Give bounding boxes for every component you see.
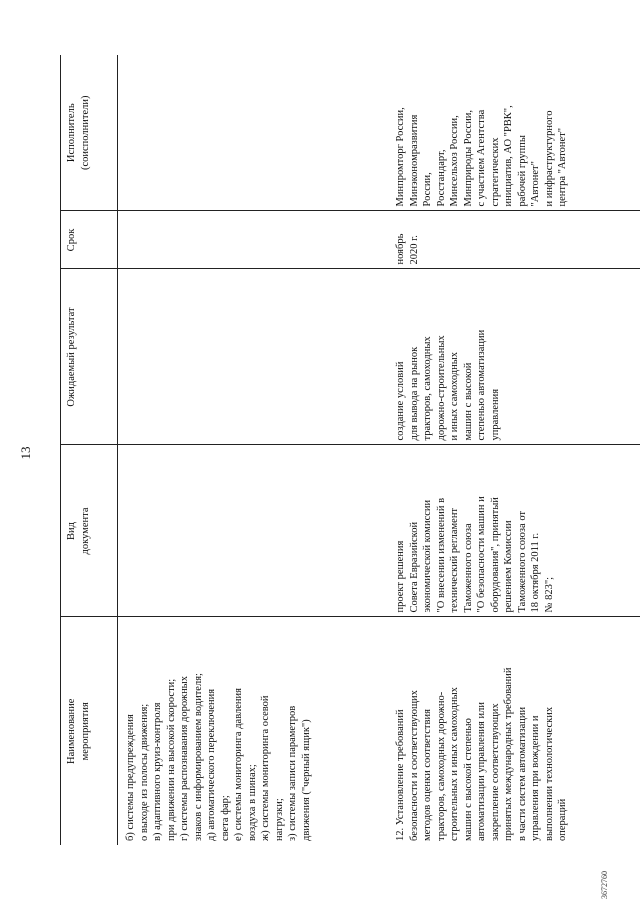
- header-result: Ожидаемый результат: [61, 269, 118, 445]
- cell-result: [118, 269, 387, 445]
- header-name: Наименование мероприятия: [61, 617, 118, 845]
- cell-term: ноябрь 2020 г.: [386, 211, 640, 269]
- cell-term: [118, 211, 387, 269]
- table-row: [386, 55, 640, 845]
- cell-executor: Минпромторг России, Минэкономразвития России, Росстандарт, Минсельхоз России, Минприроды России, с участием Агентства стратегических инициатив, АО "РВК", рабочей группы "Автонет" и инфраструктурного центра "Автонет": [386, 55, 640, 211]
- header-doc-type: Вид документа: [61, 445, 118, 617]
- header-term: Срок: [61, 211, 118, 269]
- page-number: 13: [18, 446, 33, 460]
- document-page: [0, 3, 640, 903]
- document-code: 3672760: [600, 871, 609, 899]
- cell-doc-type: проект решения Совета Евразийской экономической комиссии "О внесении изменений в технический регламент Таможенного союза "О безопасности машин и оборудования", принятый решением Комиссии Таможенного союза от 18 октября 2011 г. № 823";: [386, 445, 640, 617]
- measures-table: [60, 55, 640, 845]
- cell-executor: [118, 55, 387, 211]
- cell-doc-type: [118, 445, 387, 617]
- cell-result: создание условий для вывода на рынок тракторов, самоходных дорожно-строительных и иных самоходных машин с высокой степенью автоматизации управления: [386, 269, 640, 445]
- table-row: [118, 55, 387, 845]
- cell-name: 12. Установление требований безопасности и соответствующих методов оценки соответствия тракторов, самоходных дорожно- строительных и иных самоходных машин с высокой степенью автоматизации управления или закрепление соответствующих принятых международных требований в части систем автоматизации управления при вождении и выполнении технологических операций: [395, 667, 568, 841]
- cell-name: б) системы предупреждения о выходе из полосы движения; в) адаптивного круиз-контроля при движении на высокой скорости; г) системы распознавания дорожных знаков с информированием водителя; д) автоматического переключения света фар; е) системы мониторинга давления воздуха в шинах; ж) системы мониторинга осевой нагрузки; з) системы записи параметров движения ("черный ящик"): [125, 673, 312, 841]
- table-header-row: [61, 55, 118, 845]
- header-executor: Исполнитель (соисполнители): [61, 55, 118, 211]
